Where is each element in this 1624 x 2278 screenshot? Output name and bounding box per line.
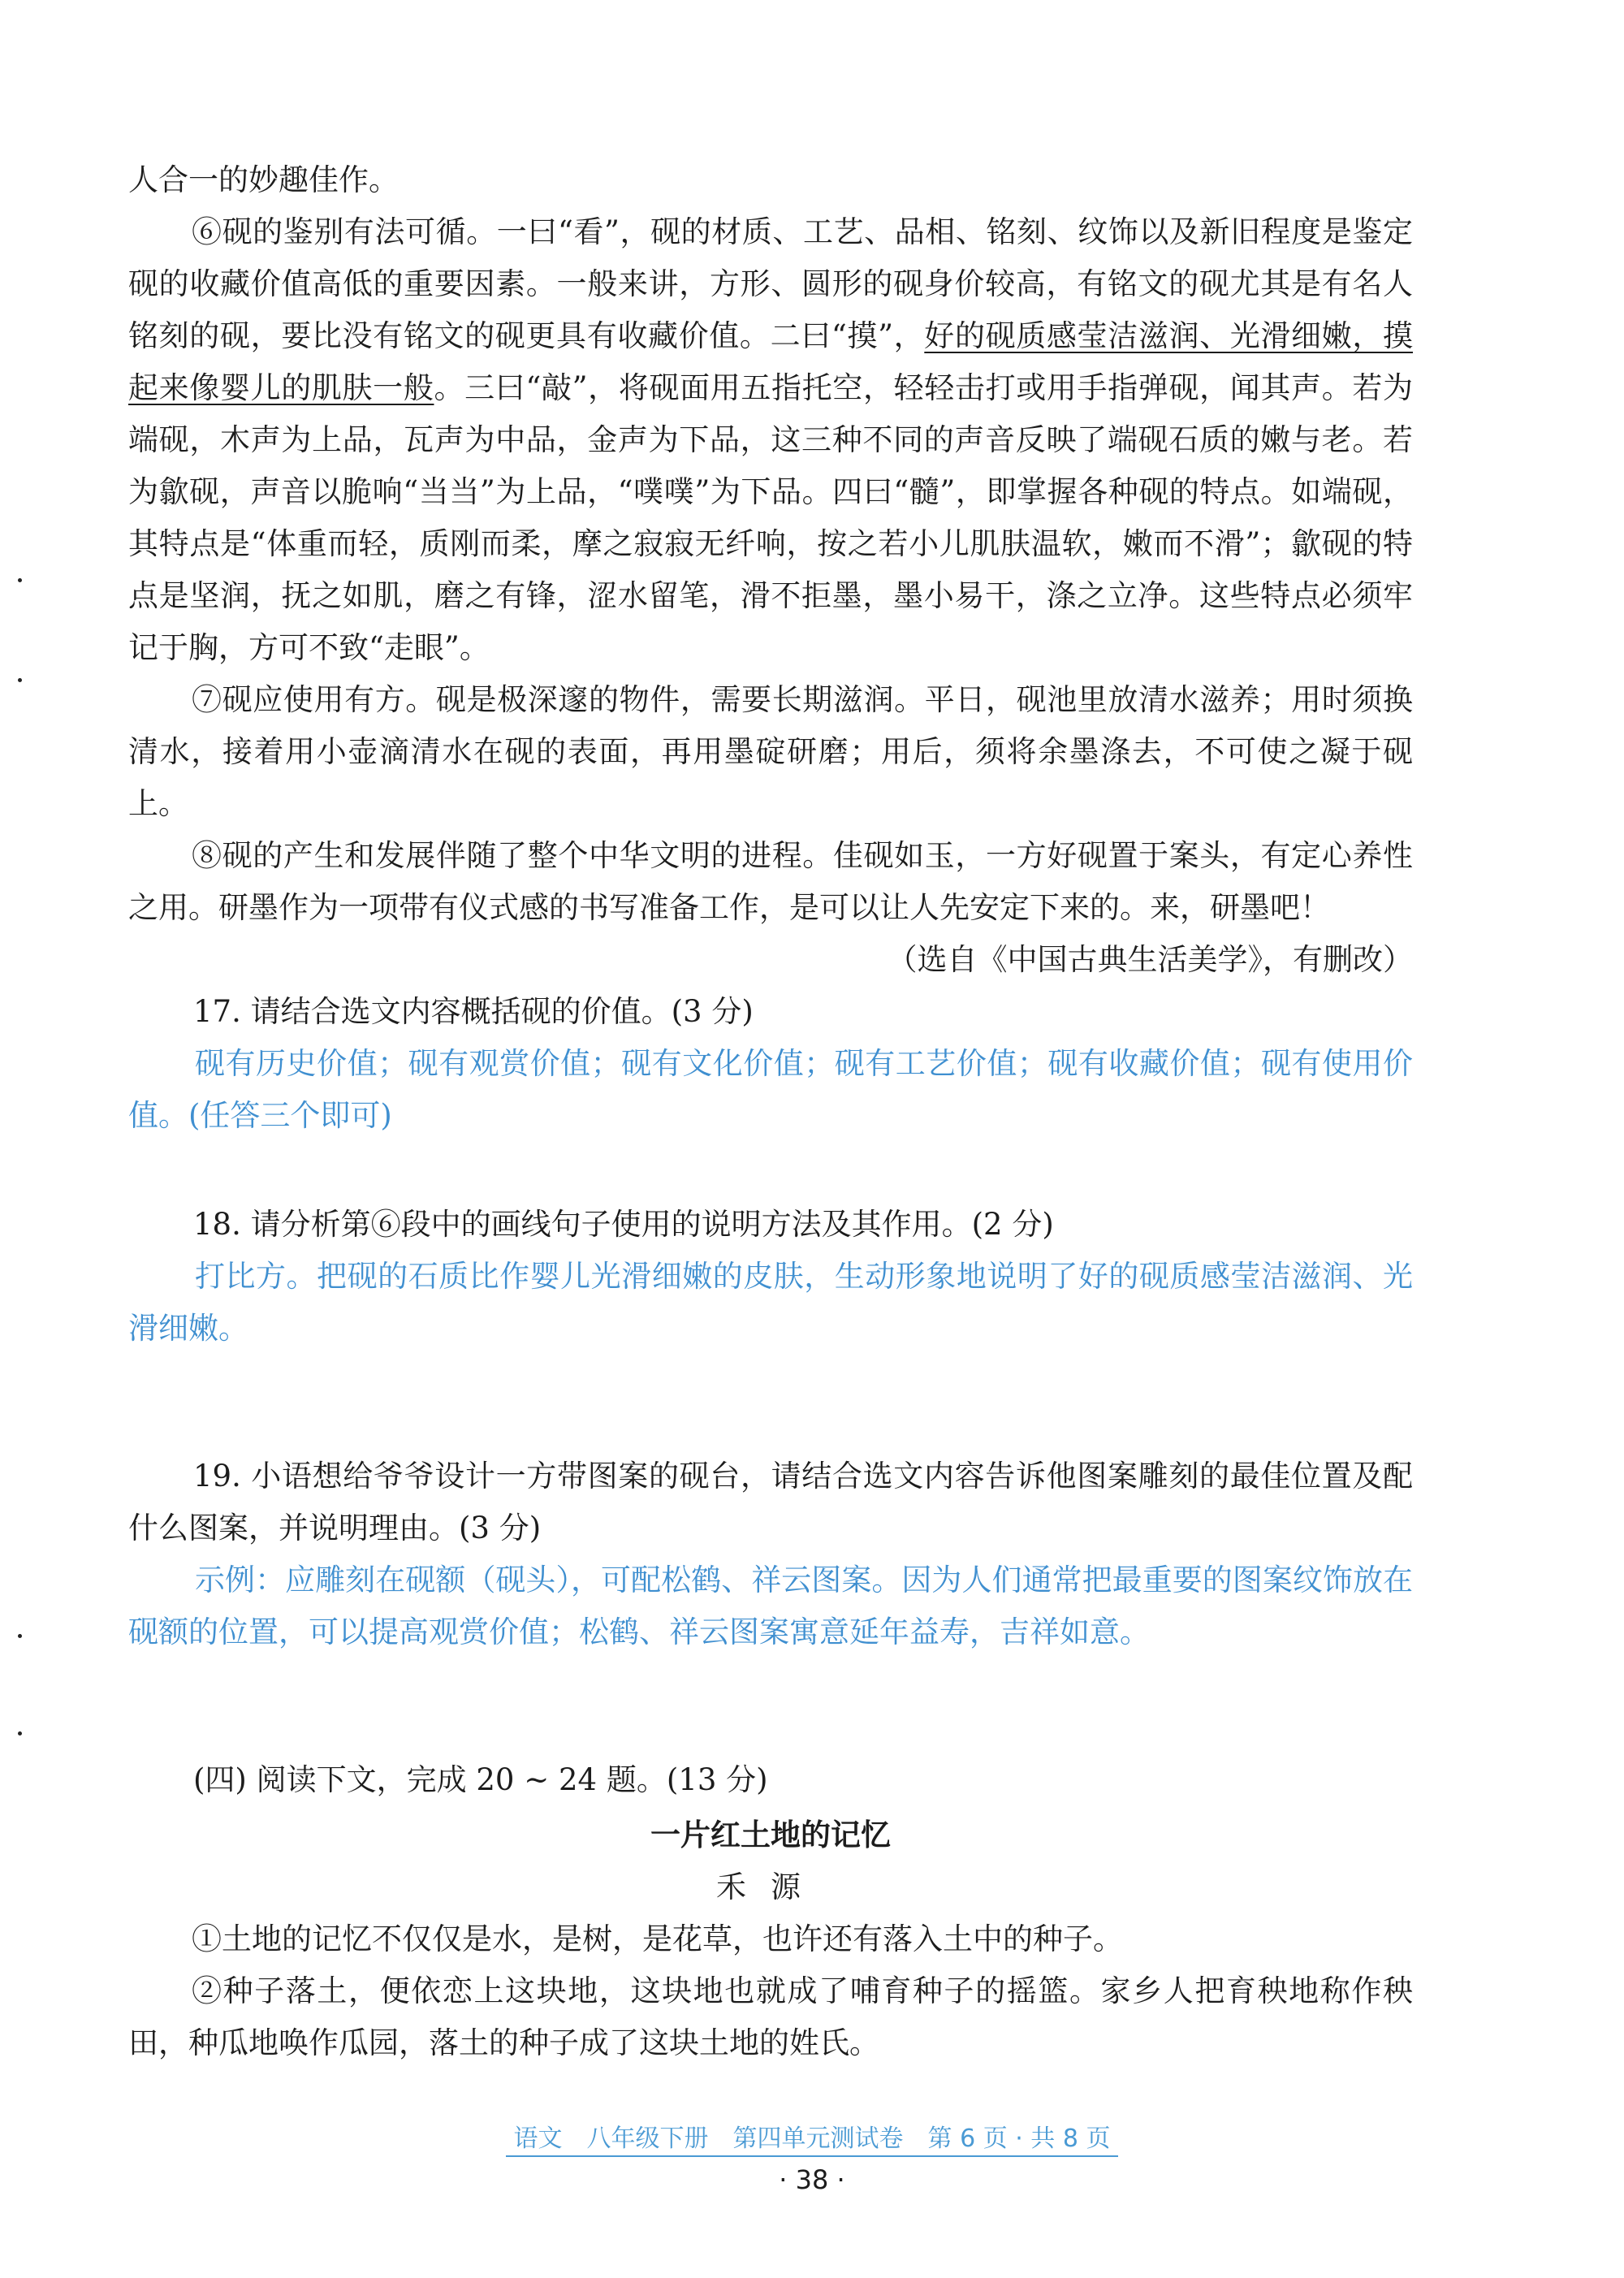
margin-mark (18, 1731, 22, 1736)
margin-mark (18, 678, 22, 682)
question-18: 18. 请分析第⑥段中的画线句子使用的说明方法及其作用。(2 分) (193, 1207, 1054, 1242)
answer-17: 砚有历史价值；砚有观赏价值；砚有文化价值；砚有工艺价值；砚有收藏价值；砚有使用价值。(任答三个即可) (128, 1046, 1413, 1133)
paragraph-7: ⑦砚应使用有方。砚是极深邃的物件，需要长期滋润。平日，砚池里放清水滋养；用时须换清水，接着用小壶滴清水在砚的表面，再用墨碇研磨；用后，须将余墨涤去，不可使之凝于砚上。 (128, 682, 1413, 821)
page-number: · 38 · (779, 2164, 845, 2195)
answer-19: 示例：应雕刻在砚额（砚头），可配松鹤、祥云图案。因为人们通常把最重要的图案纹饰放在砚额的位置，可以提高观赏价值；松鹤、祥云图案寓意延年益寿，吉祥如意。 (128, 1563, 1413, 1649)
paragraph-6 (128, 206, 1413, 674)
question-17: 17. 请结合选文内容概括砚的价值。(3 分) (193, 994, 754, 1029)
question-19: 19. 小语想给爷爷设计一方带图案的砚台，请结合选文内容告诉他图案雕刻的最佳位置及配什么图案，并说明理由。(3 分) (128, 1459, 1413, 1545)
paragraph-8: ⑧砚的产生和发展伴随了整个中华文明的进程。佳砚如玉，一方好砚置于案头，有定心养性之用。研墨作为一项带有仪式感的书写准备工作，是可以让人先安定下来的。来，研墨吧！ (128, 838, 1413, 925)
article-paragraph-1: ①土地的记忆不仅仅是水，是树，是花草，也许还有落入土中的种子。 (192, 1921, 1123, 1956)
paragraph-6-part-b: 。三曰“敲”，将砚面用五指托空，轻轻击打或用手指弹砚，闻其声。若为端砚，木声为上品，瓦声为中品，金声为下品，这三种不同的声音反映了端砚石质的嫩与老。若为歙砚，声音以脆响“当当”为上品，“噗噗”为下品。四曰“髓”，即掌握各种砚的特点。如端砚，其特点是“体重而轻，质刚而柔，摩之寂寂无纤响，按之若小儿肌肤温软，嫩而不滑”；歙砚的特点是坚润，抚之如肌，磨之有锋，涩水留笔，滑不拒墨，墨小易干，涤之立净。这些特点必须牢记于胸，方可不致“走眼”。 (128, 370, 1413, 665)
document-page (128, 154, 1413, 2069)
answer-18: 打比方。把砚的石质比作婴儿光滑细嫩的皮肤，生动形象地说明了好的砚质感莹洁滋润、光滑细嫩。 (128, 1259, 1413, 1346)
article-author: 禾源 (716, 1870, 825, 1904)
section-4-heading: (四) 阅读下文，完成 20 ~ 24 题。(13 分) (193, 1762, 768, 1797)
footer-text: 语文 八年级下册 第四单元测试卷 第 6 页 · 共 8 页 (506, 2118, 1119, 2157)
margin-mark (18, 1634, 22, 1638)
article-title: 一片红土地的记忆 (650, 1818, 891, 1852)
paragraph-6-part-a: ⑥砚的鉴别有法可循。一曰“看”，砚的材质、工艺、品相、铭刻、纹饰以及新旧程度是鉴定砚的收藏价值高低的重要因素。一般来讲，方形、圆形的砚身价较高，有铭文的砚尤其是有名人铭刻的砚，要比没有铭文的砚更具有收藏价值。二曰“摸”， (128, 214, 1413, 353)
page-footer (0, 2118, 1624, 2157)
source-citation: （选自《中国古典生活美学》，有删改） (887, 942, 1413, 977)
article-paragraph-2: ②种子落土，便依恋上这块地，这块地也就成了哺育种子的摇篮。家乡人把育秧地称作秧田，种瓜地唤作瓜园，落土的种子成了这块土地的姓氏。 (128, 1973, 1413, 2060)
underlined-sentence: 好的砚质感莹洁滋润、光滑细嫩，摸起来像婴儿的肌肤一般 (128, 318, 1413, 405)
paragraph-5-end: 人合一的妙趣佳作。 (128, 162, 399, 197)
margin-mark (18, 578, 22, 582)
